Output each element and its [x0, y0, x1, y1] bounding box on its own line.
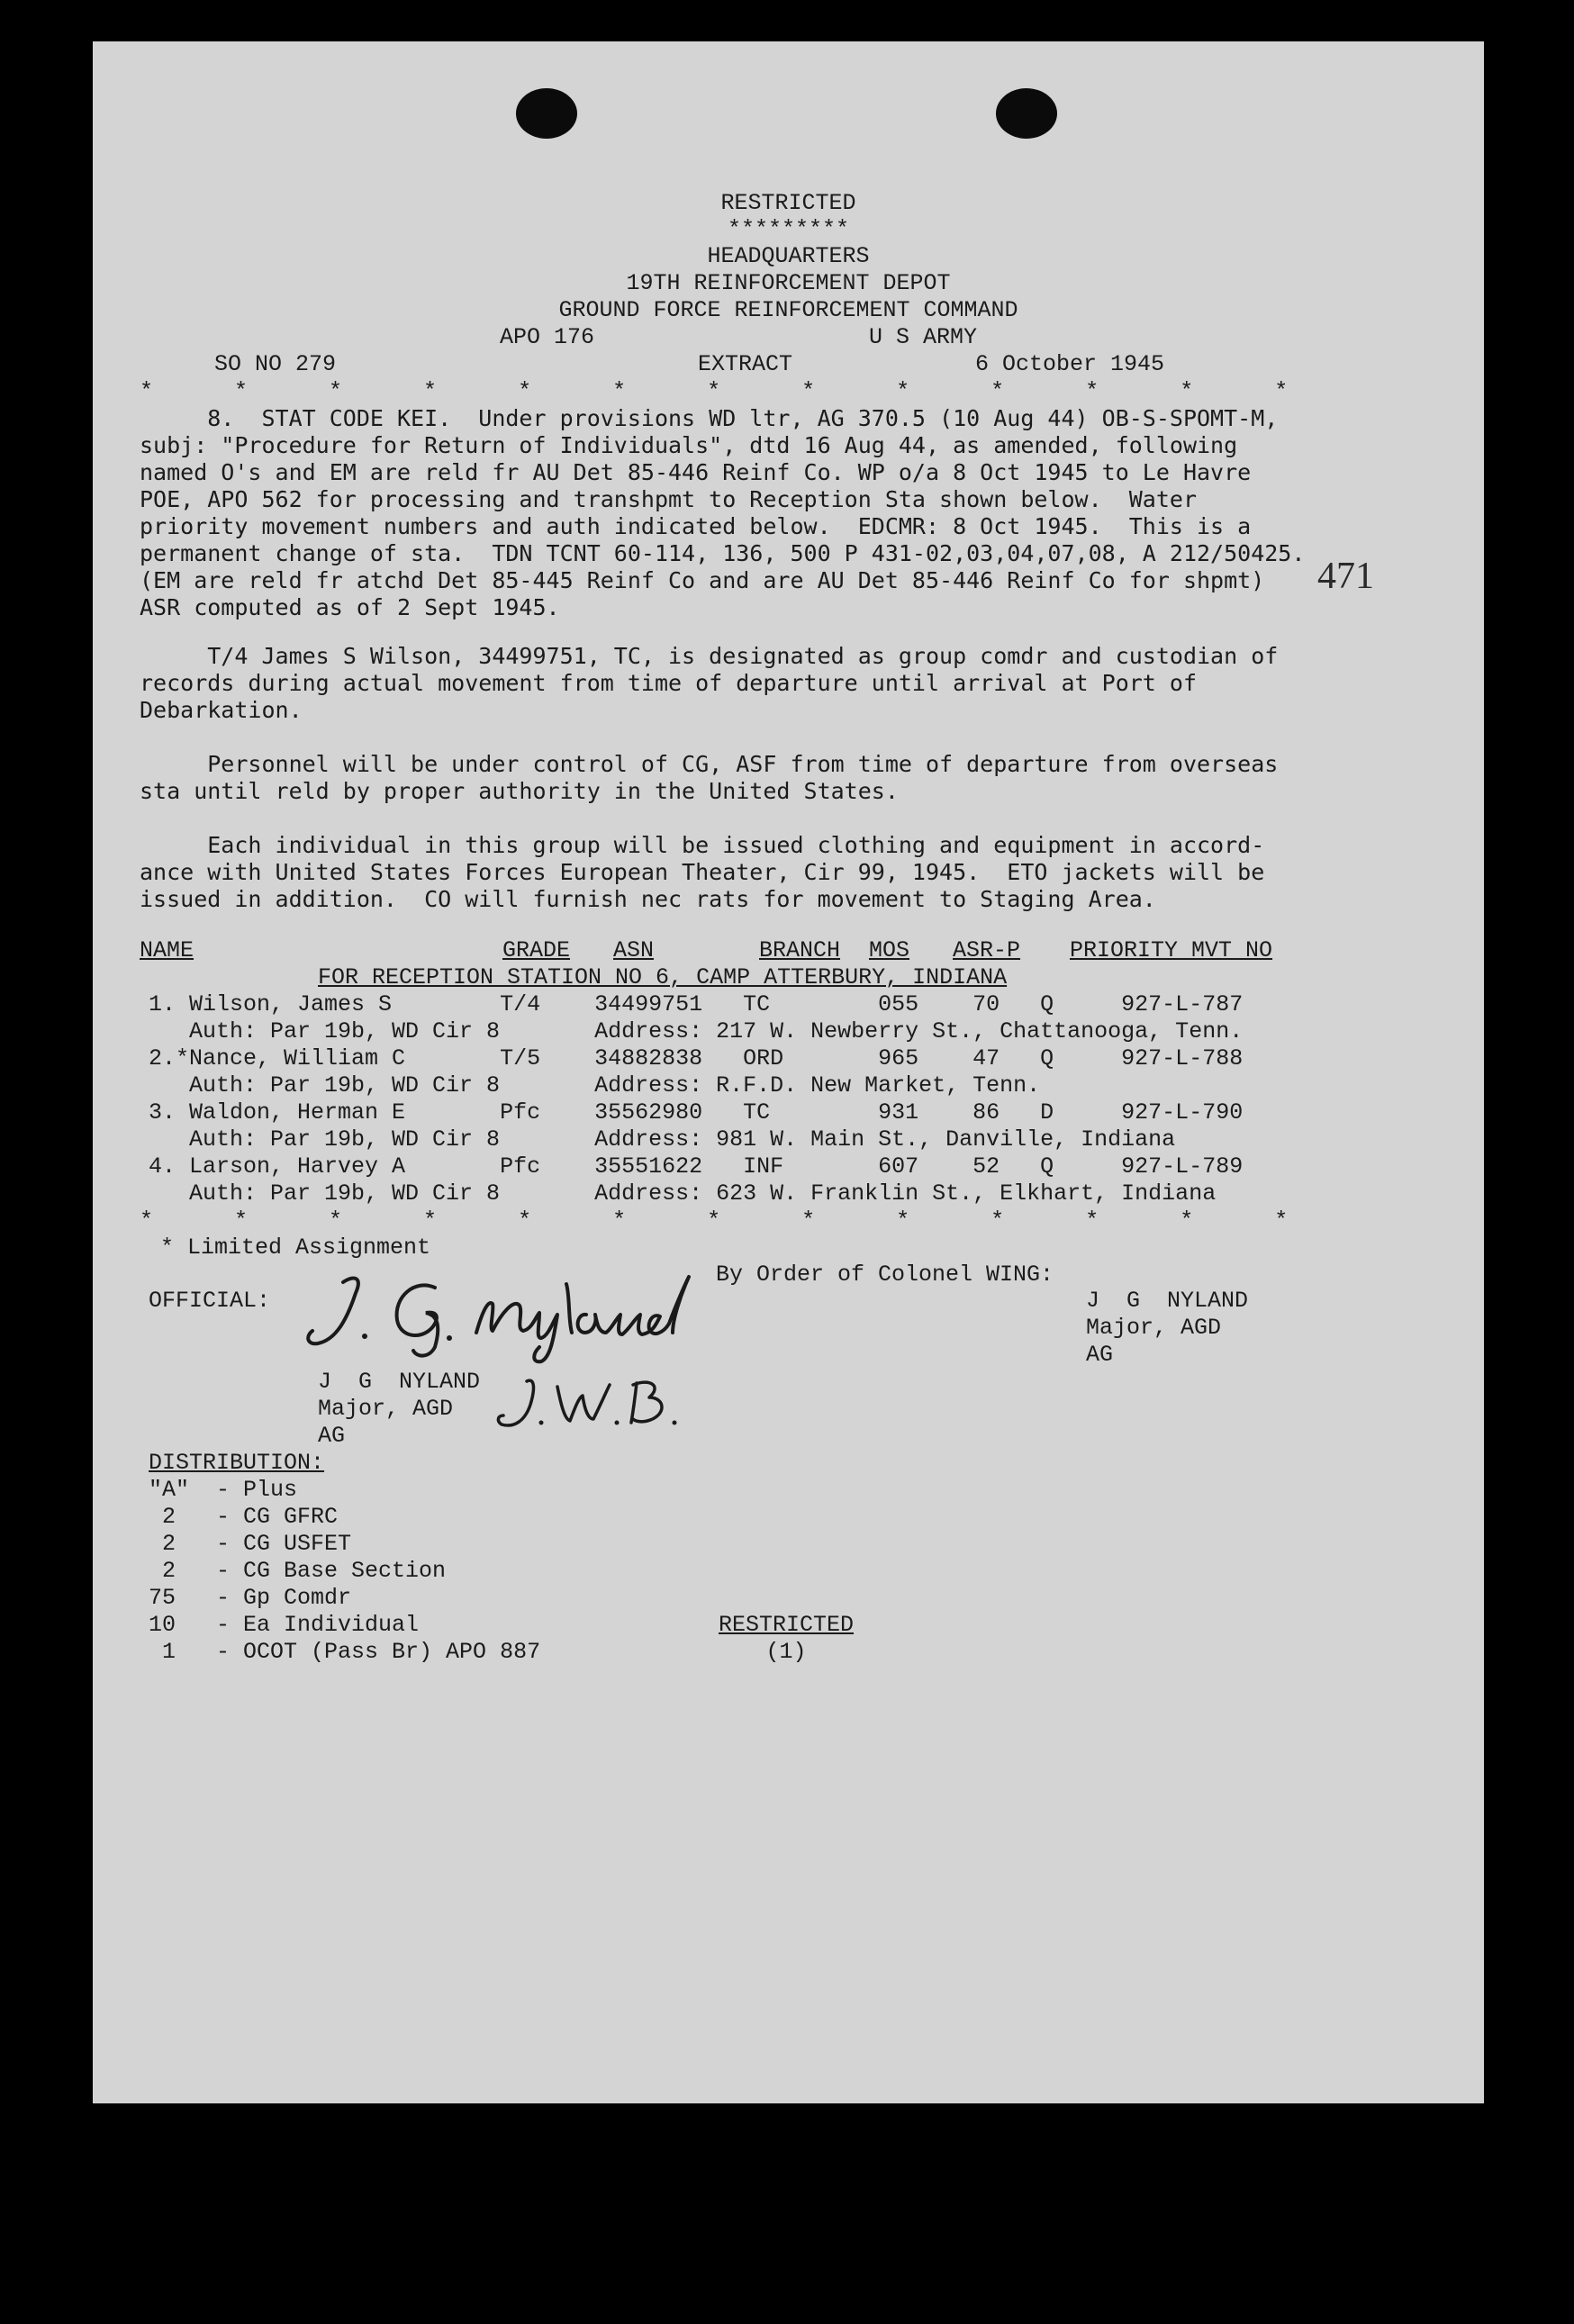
roster-row-auth: Auth: Par 19b, WD Cir 8 Address: R.F.D. New Market, Tenn. — [149, 1072, 1041, 1099]
page-number: (1) — [765, 1639, 807, 1665]
header-line-2: 19TH REINFORCEMENT DEPOT — [626, 270, 951, 296]
extract-label: EXTRACT — [698, 351, 793, 377]
distribution-item: "A" - Plus — [149, 1477, 298, 1503]
order-number: SO NO 279 — [214, 351, 337, 377]
paragraph-group-commander: T/4 James S Wilson, 34499751, TC, is designated as group comdr and custodian of records during actual movement from time of departure until arrival at Port of Debarkation. — [140, 643, 1279, 723]
us-army: U S ARMY — [869, 324, 978, 350]
signer-title: AG — [1086, 1342, 1114, 1368]
separator: * * * * * * * * * * * * * — [140, 1207, 1289, 1234]
distribution-item: 75 - Gp Comdr — [149, 1585, 352, 1611]
handwritten-initials — [489, 1365, 696, 1437]
header-stars: ********* — [727, 216, 850, 242]
distribution-title: DISTRIBUTION: — [149, 1450, 325, 1476]
signer-name: J G NYLAND — [1086, 1288, 1249, 1314]
official-title: AG — [318, 1423, 346, 1449]
roster-row: 1. Wilson, James S T/4 34499751 TC 055 70 Q 927-L-787 — [149, 991, 1244, 1017]
distribution-item: 1 - OCOT (Pass Br) APO 887 — [149, 1639, 541, 1665]
by-order-line: By Order of Colonel WING: — [716, 1261, 1054, 1288]
distribution-item: 10 - Ea Individual — [149, 1612, 420, 1638]
paragraph-8: 8. STAT CODE KEI. Under provisions WD ltr, AG 370.5 (10 Aug 44) OB-S-SPOMT-M, subj: "Procedure for Return of Individuals", dtd 16 Aug 44, as amended, following named O's and EM are reld fr AU Det 85-446 Reinf Co. WP o/a 8 Oct 1945 to Le Havre POE, APO 562 for processing and transhpmt to Reception Sta shown below. Water priority movement numbers and auth indicated below. EDCMR: 8 Oct 1945. This is a permanent change of sta. TDN TCNT 60-114, 136, 500 P 431-02,03,04,07,08, A 212/50425. (EM are reld fr atchd Det 85-445 Reinf Co and are AU Det 85-446 Reinf Co for shpmt) ASR computed as of 2 Sept 1945. — [140, 405, 1306, 620]
col-asn: ASN — [613, 937, 655, 963]
classification-header: RESTRICTED — [720, 190, 856, 216]
roster-row-auth: Auth: Par 19b, WD Cir 8 Address: 623 W. Franklin St., Elkhart, Indiana — [149, 1180, 1217, 1207]
order-date: 6 October 1945 — [975, 351, 1165, 377]
punch-hole — [996, 88, 1057, 139]
col-asr: ASR-P — [953, 937, 1021, 963]
distribution-item: 2 - CG USFET — [149, 1531, 352, 1557]
roster-row: 2.*Nance, William C T/5 34882838 ORD 965 47 Q 927-L-788 — [149, 1045, 1244, 1072]
col-mos: MOS — [869, 937, 910, 963]
paragraph-control: Personnel will be under control of CG, ASF from time of departure from overseas sta until reld by proper authority in the United States. — [140, 751, 1279, 804]
official-name: J G NYLAND — [318, 1369, 481, 1395]
signer-rank: Major, AGD — [1086, 1315, 1222, 1341]
page-stamp: 471 — [1317, 556, 1374, 597]
paragraph-clothing: Each individual in this group will be issued clothing and equipment in accord- ance with United States Forces European Theater, Cir 99, 1945. ETO jackets will be issued in addition. CO will furnish nec rats for movement to Staging Area. — [140, 832, 1265, 912]
official-label: OFFICIAL: — [149, 1288, 271, 1314]
separator: * * * * * * * * * * * * * — [140, 378, 1289, 404]
header-line-3: GROUND FORCE REINFORCEMENT COMMAND — [558, 297, 1018, 323]
distribution-item: 2 - CG GFRC — [149, 1504, 339, 1530]
roster-row-auth: Auth: Par 19b, WD Cir 8 Address: 981 W. Main St., Danville, Indiana — [149, 1126, 1176, 1153]
reception-station: FOR RECEPTION STATION NO 6, CAMP ATTERBURY, INDIANA — [318, 964, 1008, 990]
handwritten-signature — [300, 1257, 732, 1365]
footnote: * Limited Assignment — [160, 1234, 431, 1261]
roster-row: 3. Waldon, Herman E Pfc 35562980 TC 931 86 D 927-L-790 — [149, 1099, 1244, 1126]
col-name: NAME — [140, 937, 194, 963]
official-rank: Major, AGD — [318, 1396, 454, 1422]
apo-number: APO 176 — [500, 324, 595, 350]
col-priority: PRIORITY MVT NO — [1070, 937, 1273, 963]
punch-hole — [516, 88, 577, 139]
classification-footer: RESTRICTED — [718, 1612, 855, 1638]
roster-row-auth: Auth: Par 19b, WD Cir 8 Address: 217 W. Newberry St., Chattanooga, Tenn. — [149, 1018, 1244, 1044]
header-line-1: HEADQUARTERS — [707, 243, 870, 269]
distribution-item: 2 - CG Base Section — [149, 1558, 447, 1584]
col-grade: GRADE — [502, 937, 571, 963]
document-page — [93, 41, 1484, 2103]
roster-row: 4. Larson, Harvey A Pfc 35551622 INF 607 52 Q 927-L-789 — [149, 1153, 1244, 1180]
col-branch: BRANCH — [759, 937, 841, 963]
